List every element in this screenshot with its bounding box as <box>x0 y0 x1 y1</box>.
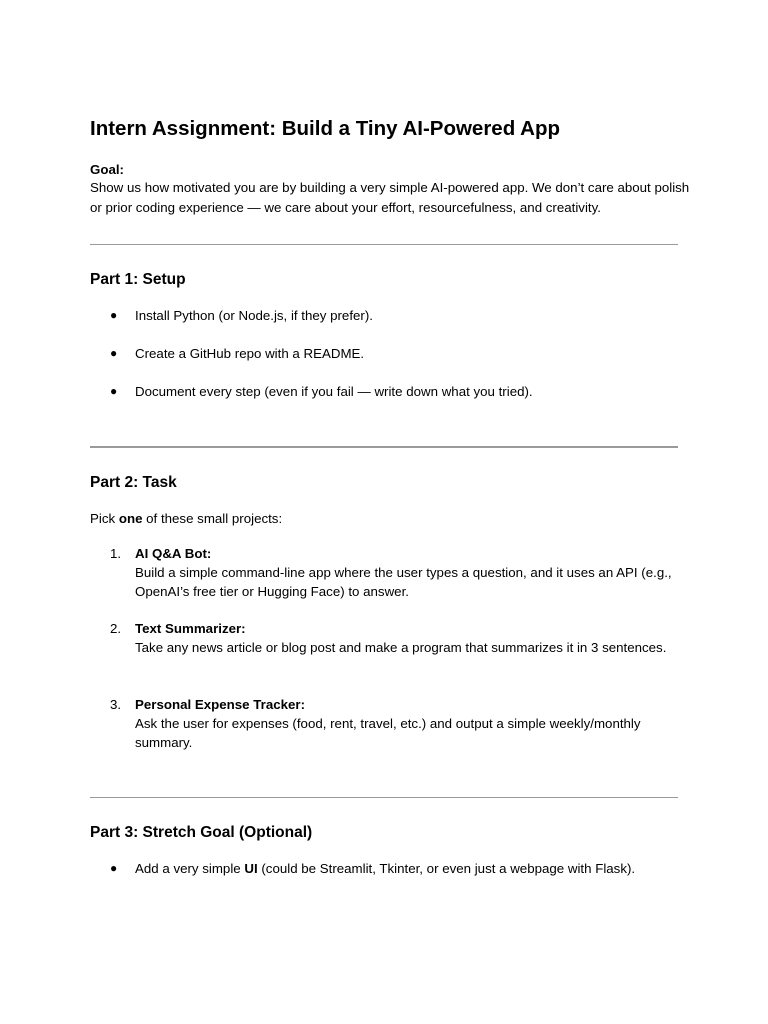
item-label: Personal Expense Tracker: <box>135 697 305 712</box>
divider <box>90 797 678 798</box>
bullet-text: Document every step (even if you fail — write down what you tried). <box>135 384 533 399</box>
item-number: 3. <box>110 697 122 712</box>
part3-heading: Part 3: Stretch Goal (Optional) <box>90 824 313 841</box>
item-number: 1. <box>110 546 122 561</box>
bullet-icon: ● <box>110 346 118 360</box>
divider <box>90 244 678 245</box>
part2-intro <box>90 511 282 526</box>
item-text: Ask the user for expenses (food, rent, travel, etc.) and output a simple weekly/monthly summary. <box>135 716 641 750</box>
item-text: Take any news article or blog post and make a program that summarizes it in 3 sentences. <box>135 640 667 655</box>
intro-emphasis: one <box>118 511 143 526</box>
item-number: 2. <box>110 621 122 636</box>
bullet-emphasis: UI <box>244 861 258 876</box>
bullet-icon: ● <box>110 308 118 322</box>
bullet-text-part: Add a very simple <box>135 861 245 876</box>
bullet-text <box>135 861 635 876</box>
page-title: Intern Assignment: Build a Tiny AI-Powered App <box>90 117 561 140</box>
bullet-icon: ● <box>110 384 118 398</box>
item-label: AI Q&A Bot: <box>135 546 212 561</box>
divider <box>90 446 678 448</box>
bullet-icon: ● <box>110 861 118 875</box>
intro-text: Pick <box>90 511 119 526</box>
part1-heading: Part 1: Setup <box>90 271 186 288</box>
bullet-text-part: (could be Streamlit, Tkinter, or even just a webpage with Flask). <box>257 861 636 876</box>
item-label: Text Summarizer: <box>135 621 246 636</box>
intro-text: of these small projects: <box>142 511 283 526</box>
goal-label: Goal: <box>90 162 124 177</box>
goal-text: Show us how motivated you are by building a very simple AI-powered app. We don’t care about polish or prior coding experience — we care about your effort, resourcefulness, and creativity. <box>90 180 690 215</box>
bullet-text: Create a GitHub repo with a README. <box>135 346 365 361</box>
item-text: Build a simple command-line app where the user types a question, and it uses an API (e.g., OpenAI’s free tier or Hugging Face) to answer. <box>135 565 672 599</box>
bullet-text: Install Python (or Node.js, if they prefer). <box>135 308 373 323</box>
part2-heading: Part 2: Task <box>90 474 177 491</box>
